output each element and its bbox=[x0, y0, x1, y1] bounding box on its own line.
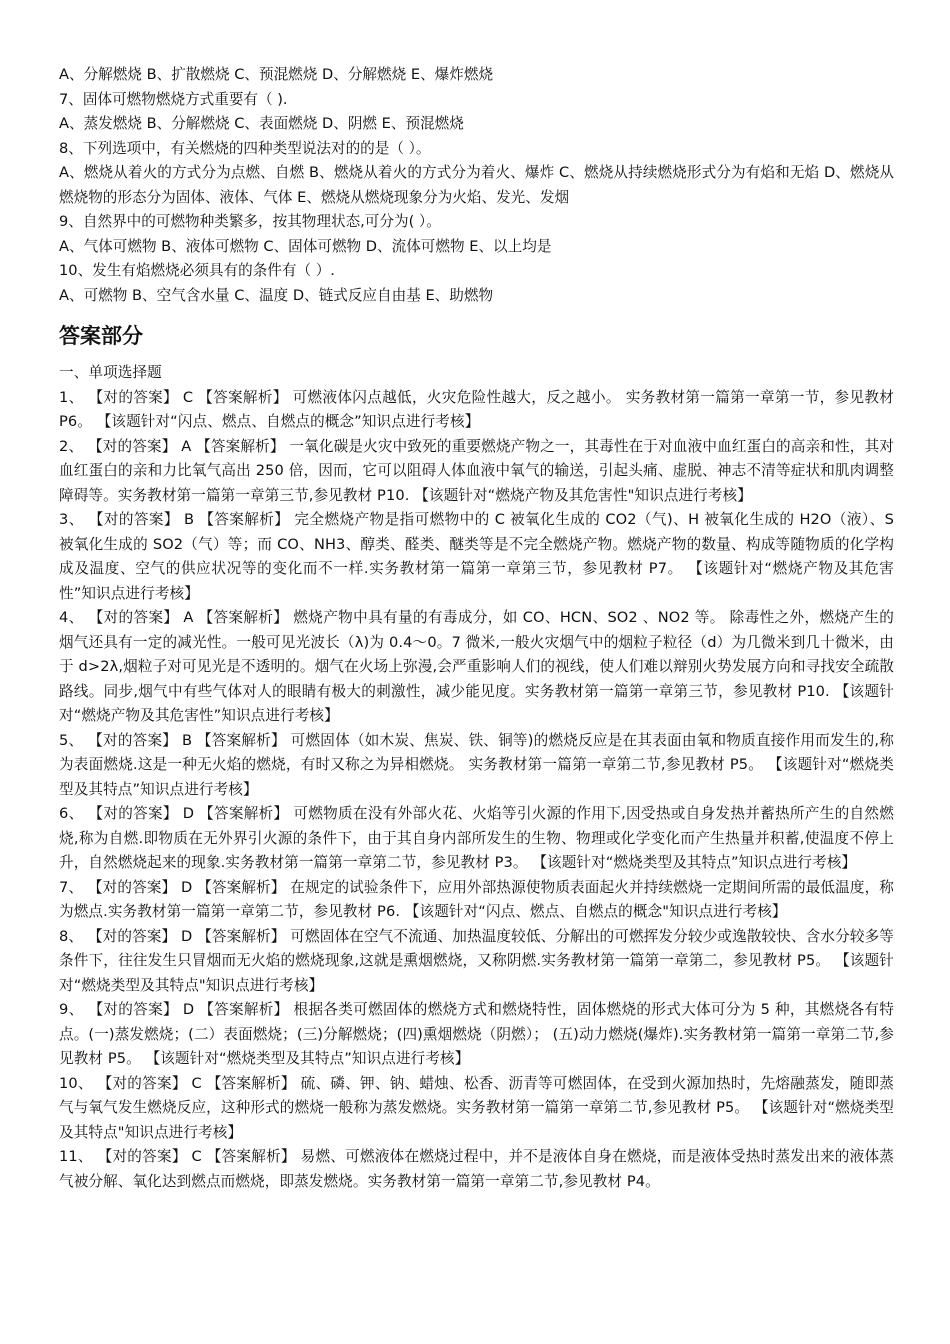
answer-paragraph: 2、 【对的答案】 A 【答案解析】 一氧化碳是火灾中致死的重要燃烧产物之一，其毒性在于对血液中血红蛋白的高亲和性，其对血红蛋白的亲和力比氧气高出 250 倍，因而，它可以阻碍人体血液中氧气的输送，引起头痛、虚脱、神志不清等症状和肌肉调整障碍等。实务教材第一篇第一章第三节,参见教材 P10. 【该题针对“燃烧产物及其危害性"知识点进行考核】 bbox=[59, 437, 894, 504]
section-label: 一、单项选择题 bbox=[59, 364, 162, 381]
question-line: A、气体可燃物 B、液体可燃物 C、固体可燃物 D、流体可燃物 E、以上均是 bbox=[59, 237, 552, 255]
answer-heading: 答案部分 bbox=[59, 324, 143, 348]
question-line: A、蒸发燃烧 B、分解燃烧 C、表面燃烧 D、阴燃 E、预混燃烧 bbox=[59, 115, 464, 132]
answer-paragraph: 5、 【对的答案】 B 【答案解析】 可燃固体（如木炭、焦炭、铁、铜等)的燃烧反应是在其表面由氧和物质直接作用而发生的,称为表面燃烧.这是一种无火焰的燃烧，有时又称之为异相燃烧。 实务教材第一篇第一章第二节,参见教材 P5。 【该题针对“燃烧类型及其特点”知识点进行考核】 bbox=[59, 731, 894, 798]
answer-paragraph: 9、 【对的答案】 D 【答案解析】 根据各类可燃固体的燃烧方式和燃烧特性，固体燃烧的形式大体可分为 5 种，其燃烧各有特点。(一)蒸发燃烧；(二）表面燃烧；(三)分解燃烧；(四)熏烟燃烧（阴燃）； (五)动力燃烧(爆炸).实务教材第一篇第一章第二节,参见教材 P5。 【该题针对“燃烧类型及其特点”知识点进行考核】 bbox=[59, 1001, 894, 1067]
answers-block bbox=[59, 361, 894, 1194]
question-line: A、可燃物 B、空气含水量 C、温度 D、链式反应自由基 E、助燃物 bbox=[59, 286, 494, 304]
answer-paragraph: 3、 【对的答案】 B 【答案解析】 完全燃烧产物是指可燃物中的 C 被氧化生成的 CO2（气)、H 被氧化生成的 H2O（液）、S 被氧化生成的 SO2（气）等；而 CO、NH3、醇类、醛类、醚类等是不完全燃烧产物。燃烧产物的数量、构成等随物质的化学构成及温度、空气的供应状况等的变化而不一样.实务教材第一篇第一章第三节，参见教材 P7。 【该题针对“燃烧产物及其危害性”知识点进行考核】 bbox=[59, 511, 894, 602]
answer-paragraph: 11、 【对的答案】 C 【答案解析】 易燃、可燃液体在燃烧过程中，并不是液体自身在燃烧，而是液体受热时蒸发出来的液体蒸气被分解、氧化达到燃点而燃烧，即蒸发燃烧。实务教材第一篇第一章第二节,参见教材 P4。 bbox=[59, 1148, 894, 1190]
answer-paragraph: 10、 【对的答案】 C 【答案解析】 硫、磷、钾、钠、蜡烛、松香、沥青等可燃固体，在受到火源加热时，先熔融蒸发，随即蒸气与氧气发生燃烧反应，这种形式的燃烧一般称为蒸发燃烧。实务教材第一篇第一章第二节,参见教材 P5。 【该题针对“燃烧类型及其特点"知识点进行考核】 bbox=[59, 1074, 894, 1141]
question-line: 7、固体可燃物燃烧方式重要有（ ). bbox=[59, 90, 288, 108]
answer-paragraph: 7、 【对的答案】 D 【答案解析】 在规定的试验条件下，应用外部热源使物质表面起火并持续燃烧一定期间所需的最低温度，称为燃点.实务教材第一篇第一章第二节，参见教材 P6. 【该题针对“闪点、燃点、自燃点的概念"知识点进行考核】 bbox=[59, 878, 894, 920]
question-line: 8、下列选项中，有关燃烧的四种类型说法对的的是（ ）。 bbox=[59, 139, 431, 157]
question-line: A、燃烧从着火的方式分为点燃、自燃 B、燃烧从着火的方式分为着火、爆炸 C、燃烧从持续燃烧形式分为有焰和无焰 D、燃烧从燃烧物的形态分为固体、液体、气体 E、燃烧从燃烧现象分为火焰、发光、发烟 bbox=[59, 164, 894, 206]
answer-paragraph: 4、 【对的答案】 A 【答案解析】 燃烧产物中具有量的有毒成分，如 CO、HCN、SO2 、NO2 等。 除毒性之外，燃烧产生的烟气还具有一定的减光性。一般可见光波长（λ)为 0.4～0。7 微米,一般火灾烟气中的烟粒子粒径（d）为几微米到几十微米，由于 d>2λ,烟粒子对可见光是不透明的。烟气在火场上弥漫,会严重影响人们的视线，使人们难以辩别火势发展方向和寻找安全疏散路线。同步,烟气中有些气体对人的眼睛有极大的刺激性，减少能见度。实务教材第一篇第一章第三节，参见教材 P10. 【该题针对“燃烧产物及其危害性”知识点进行考核】 bbox=[59, 609, 894, 724]
answer-paragraph: 6、 【对的答案】 D 【答案解析】 可燃物质在没有外部火花、火焰等引火源的作用下,因受热或自身发热并蓄热所产生的自然燃烧,称为自燃.即物质在无外界引火源的条件下，由于其自身内部所发生的生物、物理或化学变化而产生热量并积蓄,使温度不停上升，自然燃烧起来的现象.实务教材第一篇第一章第二节，参见教材 P3。 【该题针对“燃烧类型及其特点”知识点进行考核】 bbox=[59, 805, 894, 871]
answer-paragraph: 1、 【对的答案】 C 【答案解析】 可燃液体闪点越低，火灾危险性越大，反之越小。 实务教材第一篇第一章第一节，参见教材 P6。 【该题针对“闪点、燃点、自燃点的概念”知识点进行考核】 bbox=[59, 388, 894, 430]
question-line: 10、发生有焰燃烧必须具有的条件有（ ）. bbox=[59, 262, 335, 279]
answer-paragraph: 8、 【对的答案】 D 【答案解析】 可燃固体在空气不流通、加热温度较低、分解出的可燃挥发分较少或逸散较快、含水分较多等条件下，往往发生只冒烟而无火焰的燃烧现象,这就是熏烟燃烧，又称阴燃.实务教材第一篇第一章第二，参见教材 P5。 【该题针对“燃烧类型及其特点"知识点进行考核】 bbox=[59, 927, 894, 994]
question-line: A、分解燃烧 B、扩散燃烧 C、预混燃烧 D、分解燃烧 E、爆炸燃烧 bbox=[59, 66, 494, 83]
question-line: 9、自然界中的可燃物种类繁多，按其物理状态,可分为( ）。 bbox=[59, 213, 441, 230]
questions-block bbox=[59, 63, 894, 308]
